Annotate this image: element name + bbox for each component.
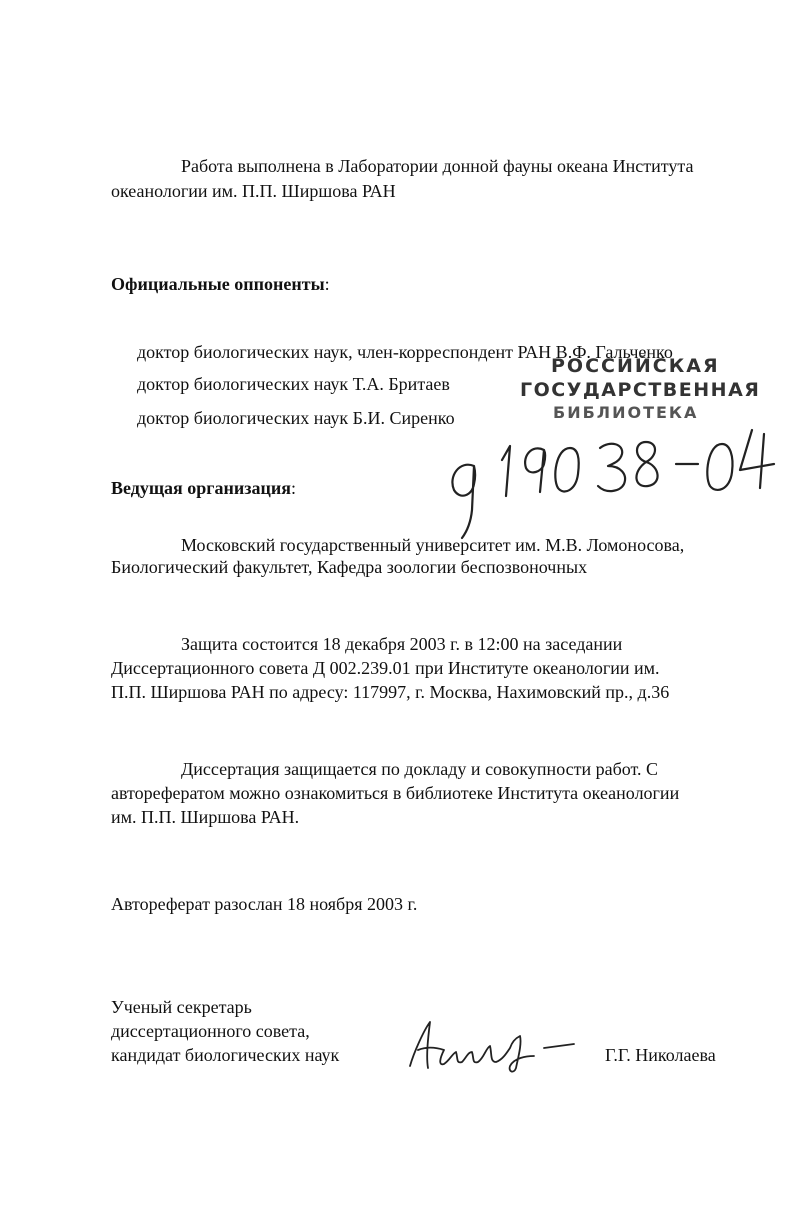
leading-org-line-1: Московский государственный университет им. М.В. Ломоносова, [181,535,685,555]
stamp-line-3: БИБЛИОТЕКА [553,403,699,422]
opponent-1: доктор биологических наук, член-корреспондент РАН В.Ф. Гальченко [137,342,673,362]
work-performed-line-2: океанологии им. П.П. Ширшова РАН [111,181,396,201]
opponents-heading [111,272,330,296]
handwritten-inventory-number [440,420,785,545]
sent-out-line: Автореферат разослан 18 ноября 2003 г. [111,894,418,914]
stamp-line-1: РОССИЙСКАЯ [551,355,720,377]
leading-org-heading [111,476,296,500]
handwritten-digit-1 [502,446,510,496]
opponent-2: доктор биологических наук Т.А. Бритаев [137,374,450,394]
handwritten-digit-3 [598,444,625,491]
secretary-line-3: кандидат биологических наук [111,1045,340,1065]
handwritten-digit-0 [555,448,578,492]
defense-line-2: Диссертационного совета Д 002.239.01 при Институте океанологии им. [111,658,660,678]
handwritten-digit-4 [740,430,774,488]
dissertation-line-1: Диссертация защищается по докладу и совокупности работ. С [181,759,659,779]
signature [404,1018,584,1076]
handwritten-digit-0b [707,444,732,490]
leading-org-heading-colon: : [290,478,296,498]
secretary-name: Г.Г. Николаева [605,1045,716,1065]
handwritten-digit-9b [525,448,545,492]
secretary-line-2: диссертационного совета, [111,1021,310,1041]
leading-org-heading-text: Ведущая организация [111,478,291,498]
opponents-heading-text: Официальные оппоненты [111,274,325,294]
defense-line-3: П.П. Ширшова РАН по адресу: 117997, г. Москва, Нахимовский пр., д.36 [111,682,670,702]
leading-org-line-2: Биологический факультет, Кафедра зоологии беспозвоночных [111,557,588,577]
handwritten-digit-9 [452,465,475,538]
dissertation-line-2: авторефератом можно ознакомиться в библиотеке Института океанологии [111,783,680,803]
secretary-line-1: Ученый секретарь [111,997,252,1017]
defense-line-1: Защита состоится 18 декабря 2003 г. в 12:00 на заседании [181,634,623,654]
work-performed-line-1: Работа выполнена в Лаборатории донной фауны океана Института [181,156,694,176]
dissertation-line-3: им. П.П. Ширшова РАН. [111,807,300,827]
opponents-heading-colon: : [324,274,330,294]
handwritten-digit-8 [636,442,657,486]
opponent-3: доктор биологических наук Б.И. Сиренко [137,408,455,428]
stamp-line-2: ГОСУДАРСТВЕННАЯ [520,379,761,401]
